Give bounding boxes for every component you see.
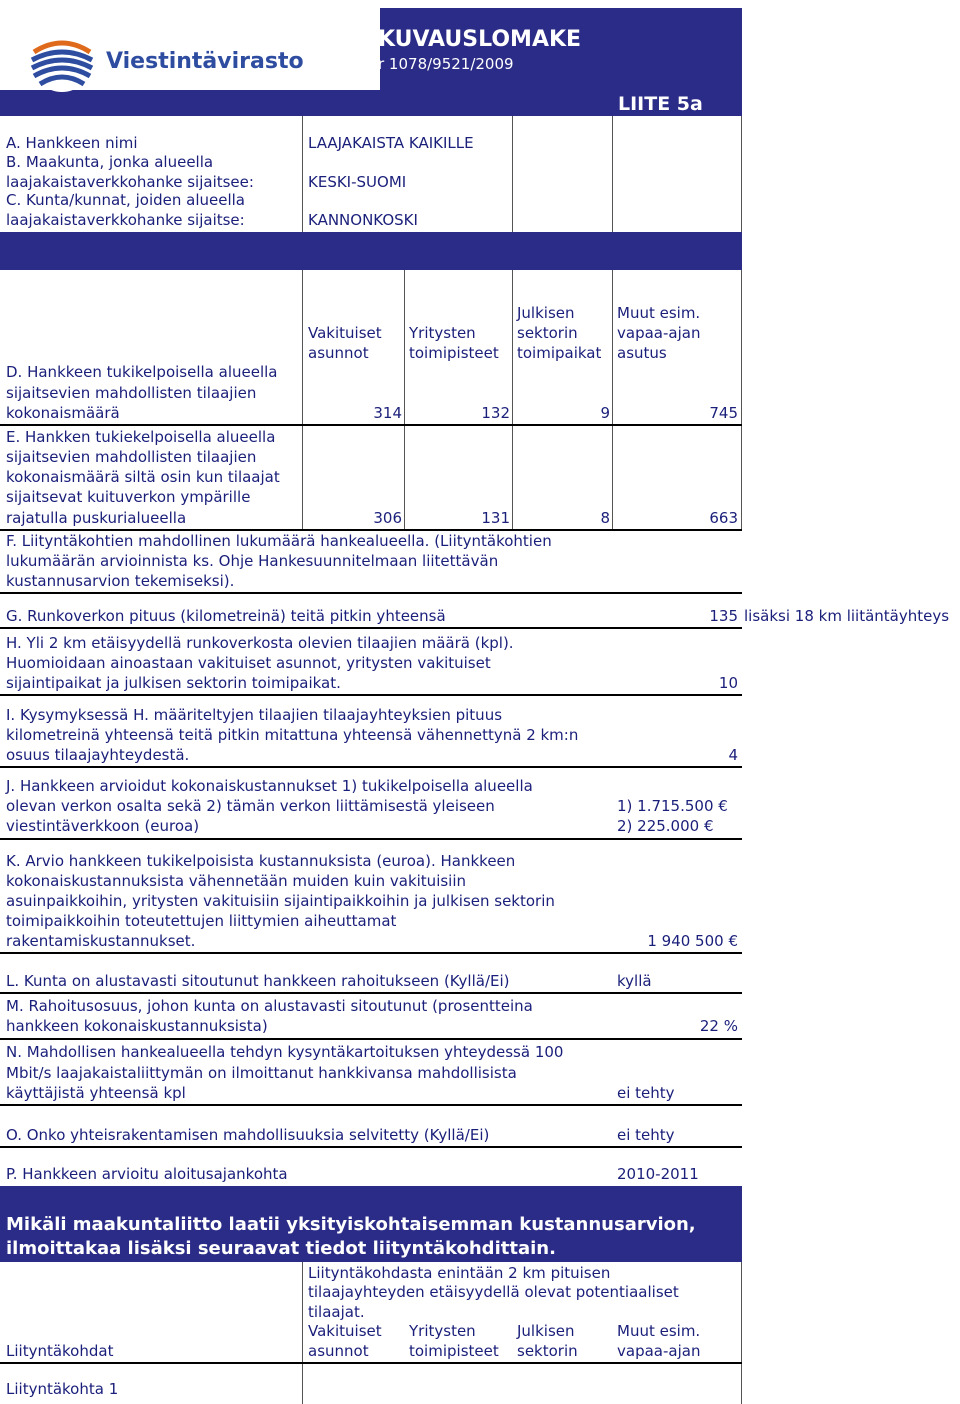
row-l-value: kyllä bbox=[617, 972, 652, 990]
row-o-rule bbox=[0, 1146, 742, 1148]
row-f-rule bbox=[0, 592, 742, 594]
row-k-label-5: rakentamiskustannukset. bbox=[6, 932, 196, 950]
col-divider-4 bbox=[612, 270, 613, 531]
bottom-col3-2: sektorin bbox=[517, 1342, 578, 1360]
row-d-label-2: sijaitsevien mahdollisten tilaajien bbox=[6, 384, 257, 402]
col1-header-1: Vakituiset bbox=[308, 324, 382, 342]
row-e-label-1: E. Hankken tukiekelpoisella alueella bbox=[6, 428, 276, 446]
banner-line-1: Mikäli maakuntaliitto laatii yksityiskohtaisemman kustannusarvion, bbox=[6, 1214, 696, 1235]
bottom-col1-2: asunnot bbox=[308, 1342, 369, 1360]
row-p-value: 2010-2011 bbox=[617, 1165, 699, 1183]
row-j-label-3: viestintäverkkoon (euroa) bbox=[6, 817, 200, 835]
row-h-rule bbox=[0, 694, 742, 696]
row-d-value-1: 314 bbox=[373, 404, 402, 422]
row-e-value-2: 131 bbox=[481, 509, 510, 527]
row-d-value-3: 9 bbox=[600, 404, 610, 422]
row-d-value-4: 745 bbox=[709, 404, 738, 422]
row-d-value-2: 132 bbox=[481, 404, 510, 422]
row-e-value-4: 663 bbox=[709, 509, 738, 527]
row-h-label-2: Huomioidaan ainoastaan vakituiset asunnot, yritysten vakituiset bbox=[6, 654, 491, 672]
label-a: A. Hankkeen nimi bbox=[6, 134, 138, 152]
logo-mark bbox=[28, 30, 96, 94]
info-divider-2 bbox=[512, 116, 513, 232]
label-b-2: laajakaistaverkkohanke sijaitsee: bbox=[6, 173, 254, 191]
row-n-rule bbox=[0, 1104, 742, 1106]
row-i-value: 4 bbox=[728, 746, 738, 764]
row-j-label-2: olevan verkon osalta sekä 2) tämän verkon liittämisestä yleiseen bbox=[6, 797, 495, 815]
row-i-label-2: kilometreinä yhteensä teitä pitkin mitattuna yhteensä vähennettynä 2 km:n bbox=[6, 726, 579, 744]
bottom-col4-1: Muut esim. bbox=[617, 1322, 701, 1340]
value-c: KANNONKOSKI bbox=[308, 211, 418, 229]
row-f-label-1: F. Liityntäkohtien mahdollinen lukumäärä hankealueella. (Liityntäkohtien bbox=[6, 532, 552, 550]
row-n-label-2: Mbit/s laajakaistaliittymän on ilmoittanut hankkivansa mahdollisista bbox=[6, 1064, 517, 1082]
row-d-label-3: kokonaismäärä bbox=[6, 404, 120, 422]
col4-header-1: Muut esim. bbox=[617, 304, 701, 322]
row-g-value: 135 bbox=[709, 607, 738, 625]
col2-header-1: Yritysten bbox=[409, 324, 476, 342]
bottom-divider-1 bbox=[302, 1262, 303, 1404]
value-b: KESKI-SUOMI bbox=[308, 173, 407, 191]
row-n-value: ei tehty bbox=[617, 1084, 675, 1102]
row-g-label: G. Runkoverkon pituus (kilometreinä) teitä pitkin yhteensä bbox=[6, 607, 446, 625]
row-n-label-1: N. Mahdollisen hankealueella tehdyn kysyntäkartoituksen yhteydessä 100 bbox=[6, 1043, 564, 1061]
col4-header-2: vapaa-ajan bbox=[617, 324, 701, 342]
row-i-rule bbox=[0, 766, 742, 768]
bottom-note-1: Liityntäkohdasta enintään 2 km pituisen bbox=[308, 1264, 611, 1282]
bottom-header-rule bbox=[0, 1362, 742, 1364]
info-divider-4 bbox=[741, 116, 742, 232]
logo-text: Viestintävirasto bbox=[106, 49, 304, 74]
bottom-note-3: tilaajat. bbox=[308, 1303, 365, 1321]
row-e-value-1: 306 bbox=[373, 509, 402, 527]
row-j-value-1: 1) 1.715.500 € bbox=[617, 797, 728, 815]
row-i-label-3: osuus tilaajayhteydestä. bbox=[6, 746, 190, 764]
row-e-label-4: sijaitsevat kuituverkon ympärille bbox=[6, 488, 251, 506]
bottom-row-1: Liityntäkohta 1 bbox=[6, 1380, 119, 1398]
bottom-col2-1: Yritysten bbox=[409, 1322, 476, 1340]
row-p-label: P. Hankkeen arvioitu aloitusajankohta bbox=[6, 1165, 288, 1183]
row-h-label-3: sijaintipaikat ja julkisen sektorin toimipaikat. bbox=[6, 674, 341, 692]
info-divider-3 bbox=[612, 116, 613, 232]
row-e-value-3: 8 bbox=[600, 509, 610, 527]
form-reference: r 1078/9521/2009 bbox=[378, 55, 514, 73]
label-c-1: C. Kunta/kunnat, joiden alueella bbox=[6, 191, 245, 209]
bottom-col1-1: Vakituiset bbox=[308, 1322, 382, 1340]
bottom-col3-1: Julkisen bbox=[517, 1322, 575, 1340]
row-e-label-5: rajatulla puskurialueella bbox=[6, 509, 187, 527]
row-e-label-2: sijaitsevien mahdollisten tilaajien bbox=[6, 448, 257, 466]
label-c-2: laajakaistaverkkohanke sijaitse: bbox=[6, 211, 245, 229]
col-divider-5 bbox=[741, 270, 742, 531]
row-g-note: lisäksi 18 km liitäntäyhteys bbox=[744, 607, 950, 625]
col1-header-2: asunnot bbox=[308, 344, 369, 362]
row-j-rule bbox=[0, 838, 742, 840]
row-j-label-1: J. Hankkeen arvioidut kokonaiskustannukset 1) tukikelpoisella alueella bbox=[6, 777, 533, 795]
row-e-label-3: kokonaismäärä siltä osin kun tilaajat bbox=[6, 468, 280, 486]
row-h-value: 10 bbox=[718, 674, 738, 692]
row-k-label-4: toimipaikkoihin toteutettujen liittymien aiheuttamat bbox=[6, 912, 397, 930]
banner-line-2: ilmoittakaa lisäksi seuraavat tiedot liityntäkohdittain. bbox=[6, 1238, 556, 1259]
bottom-divider-2 bbox=[741, 1262, 742, 1404]
bottom-note-2: tilaajayhteyden etäisyydellä olevat potentiaaliset bbox=[308, 1283, 679, 1301]
col3-header-3: toimipaikat bbox=[517, 344, 602, 362]
col3-header-1: Julkisen bbox=[517, 304, 575, 322]
row-i-label-1: I. Kysymyksessä H. määriteltyjen tilaajien tilaajayhteyksien pituus bbox=[6, 706, 503, 724]
label-b-1: B. Maakunta, jonka alueella bbox=[6, 153, 214, 171]
row-o-value: ei tehty bbox=[617, 1126, 675, 1144]
globe-logo-icon bbox=[28, 30, 96, 94]
value-a: LAAJAKAISTA KAIKILLE bbox=[308, 134, 474, 152]
col-divider-1 bbox=[302, 270, 303, 531]
row-k-label-2: kokonaiskustannuksista vähennetään muiden kuin vakituisiin bbox=[6, 872, 467, 890]
appendix-label: LIITE 5a bbox=[618, 93, 703, 115]
row-l-label: L. Kunta on alustavasti sitoutunut hankkeen rahoitukseen (Kyllä/Ei) bbox=[6, 972, 510, 990]
row-d-label-1: D. Hankkeen tukikelpoisella alueella bbox=[6, 363, 278, 381]
row-f-label-2: lukumäärän arvioinnista ks. Ohje Hankesuunnitelmaan liitettävän bbox=[6, 552, 499, 570]
row-k-rule bbox=[0, 952, 742, 954]
col-divider-3 bbox=[512, 270, 513, 531]
row-g-rule bbox=[0, 627, 742, 629]
row-k-label-1: K. Arvio hankkeen tukikelpoisista kustannuksista (euroa). Hankkeen bbox=[6, 852, 516, 870]
bottom-row-header: Liityntäkohdat bbox=[6, 1342, 114, 1360]
col4-header-3: asutus bbox=[617, 344, 667, 362]
col-divider-2 bbox=[404, 270, 405, 531]
row-k-label-3: asuinpaikkoihin, yritysten vakituisiin sijaintipaikkoihin ja julkisen sektorin bbox=[6, 892, 555, 910]
row-k-value: 1 940 500 € bbox=[647, 932, 738, 950]
info-divider-1 bbox=[302, 116, 303, 232]
row-l-rule bbox=[0, 992, 742, 994]
row-m-value: 22 % bbox=[699, 1017, 738, 1035]
row-h-label-1: H. Yli 2 km etäisyydellä runkoverkosta olevien tilaajien määrä (kpl). bbox=[6, 634, 514, 652]
row-f-label-3: kustannusarvion tekemiseksi). bbox=[6, 572, 235, 590]
bottom-col2-2: toimipisteet bbox=[409, 1342, 499, 1360]
row-j-value-2: 2) 225.000 € bbox=[617, 817, 714, 835]
row-m-label-2: hankkeen kokonaiskustannuksista) bbox=[6, 1017, 268, 1035]
row-d-rule bbox=[0, 424, 742, 426]
row-m-label-1: M. Rahoitusosuus, johon kunta on alustavasti sitoutunut (prosentteina bbox=[6, 997, 533, 1015]
section-band bbox=[0, 232, 742, 270]
row-n-label-3: käyttäjistä yhteensä kpl bbox=[6, 1084, 186, 1102]
row-m-rule bbox=[0, 1038, 742, 1040]
bottom-col4-2: vapaa-ajan bbox=[617, 1342, 701, 1360]
form-title: KUVAUSLOMAKE bbox=[378, 27, 582, 52]
col3-header-2: sektorin bbox=[517, 324, 578, 342]
row-o-label: O. Onko yhteisrakentamisen mahdollisuuksia selvitetty (Kyllä/Ei) bbox=[6, 1126, 490, 1144]
col2-header-2: toimipisteet bbox=[409, 344, 499, 362]
